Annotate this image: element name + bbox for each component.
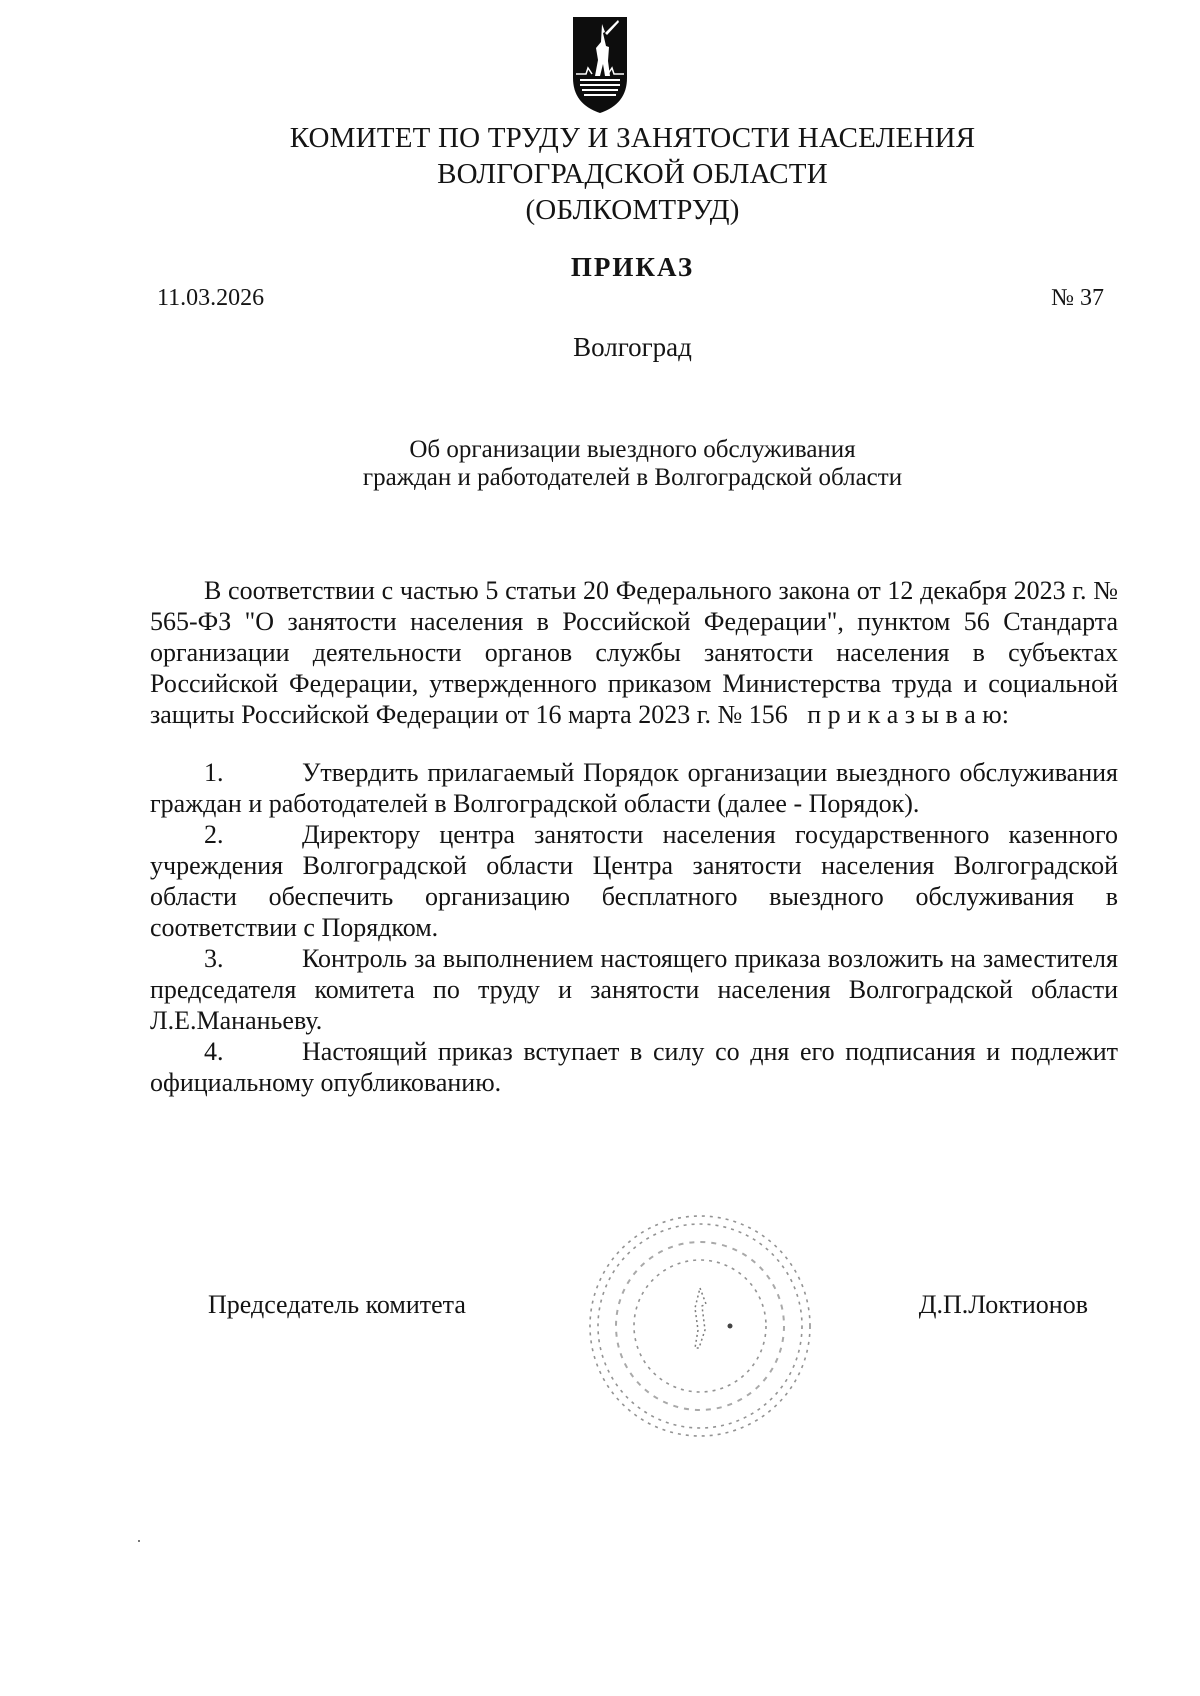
document-subject [150,436,1115,492]
order-item [150,943,1118,1036]
document-date: 11.03.2026 [157,285,265,311]
order-item [150,757,1118,819]
official-seal-icon [582,1208,818,1444]
scan-dot [138,1540,140,1542]
signer-name: Д.П.Локтионов [918,1290,1088,1319]
subject-line-2: граждан и работодателей в Волгоградской области [362,464,903,491]
order-item [150,819,1118,943]
item-text: Настоящий приказ вступает в силу со дня его подписания и подлежит официальному опубликованию. [150,1037,1118,1097]
document-body [150,575,1118,1098]
item-number: 4. [204,1037,224,1066]
org-line-1: КОМИТЕТ ПО ТРУДУ И ЗАНЯТОСТИ НАСЕЛЕНИЯ [289,122,976,154]
document-type: ПРИКАЗ [570,252,695,282]
org-line-2: ВОЛГОГРАДСКОЙ ОБЛАСТИ [437,158,828,190]
organization-name [150,120,1115,228]
signer-position: Председатель комитета [208,1290,466,1319]
preamble-paragraph [150,575,1118,730]
item-number: 3. [204,944,224,973]
order-item [150,1036,1118,1098]
document-city: Волгоград [573,332,692,362]
item-text: Утвердить прилагаемый Порядок организации выездного обслуживания граждан и работодателей в Волгоградской области (далее - Порядок). [150,758,1118,818]
volgograd-emblem-icon [572,16,628,114]
order-items [150,757,1118,1098]
preamble-text: В соответствии с частью 5 статьи 20 Федерального закона от 12 декабря 2023 г. № 565-ФЗ "О занятости населения в Российской Федерации", пунктом 56 Стандарта организации деятельности органов службы занятости населения в субъектах Российской Федерации, утвержденного приказом Министерства труда и социальной защиты Российской Федерации от 16 марта 2023 г. № 156 [150,576,1118,729]
item-text: Директору центра занятости населения государственного казенного учреждения Волгоградской области Центра занятости населения Волгоградской области обеспечить организацию бесплатного выездного обслуживания в соответствии с Порядком. [150,820,1118,942]
directive-word: п р и к а з ы в а ю: [807,700,1009,729]
org-line-3: (ОБЛКОМТРУД) [525,194,740,226]
subject-line-1: Об организации выездного обслуживания [409,436,856,463]
item-number: 2. [204,820,224,849]
document-number: № 37 [1051,285,1104,311]
item-text: Контроль за выполнением настоящего приказа возложить на заместителя председателя комитета по труду и занятости населения Волгоградской области Л.Е.Мананьеву. [150,944,1118,1035]
item-number: 1. [204,758,224,787]
